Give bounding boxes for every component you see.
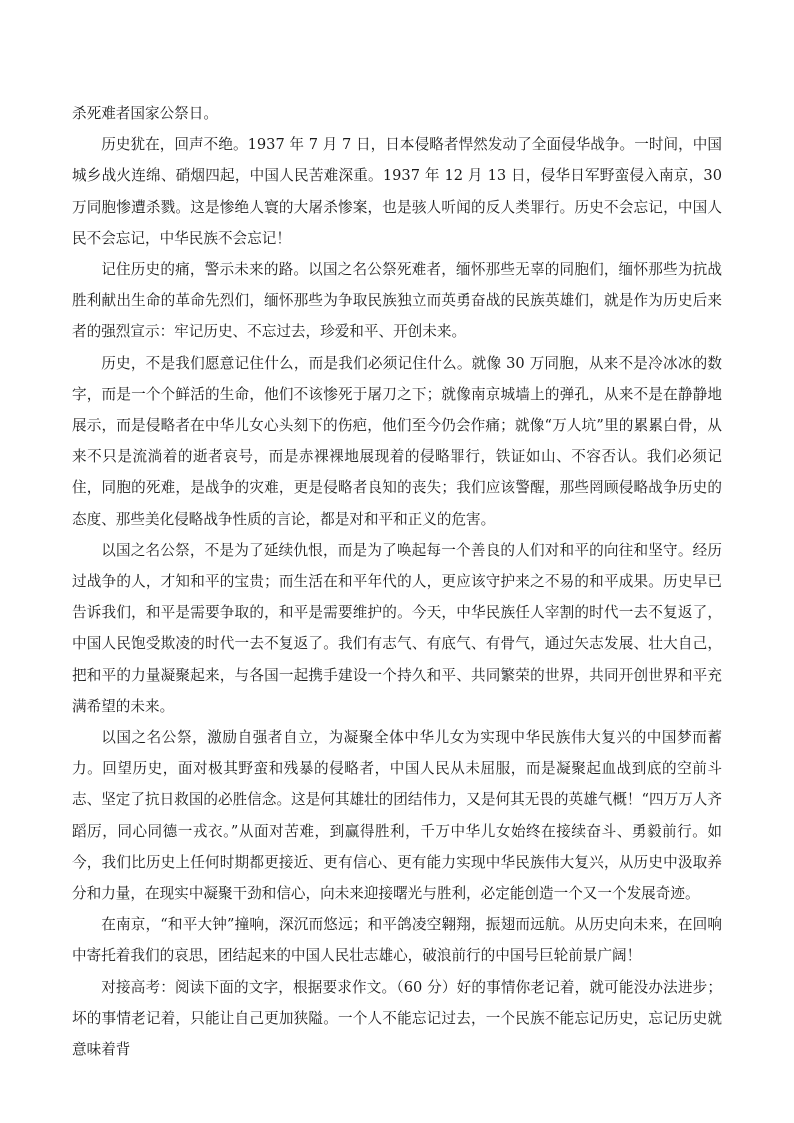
paragraph-continuation: 杀死难者国家公祭日。 xyxy=(72,105,218,122)
paragraph: 在南京，“和平大钟”撞响，深沉而悠远；和平鸽凌空翱翔，振翅而远航。从历史向未来，在回响中寄托着我们的哀思，团结起来的中国人民壮志雄心，破浪前行的中国号巨轮前景广阔！ xyxy=(72,916,722,965)
paragraph: 历史，不是我们愿意记住什么，而是我们必须记住什么。就像 30 万同胞，从来不是冷冰冰的数字，而是一个个鲜活的生命，他们不该惨死于屠刀之下；就像南京城墙上的弹孔，从来不是在静静地展示，而是侵略者在中华儿女心头刻下的伤疤，他们至今仍会作痛；就像“万人坑”里的累累白骨，从来不只是流淌着的逝者哀号，而是赤裸裸地展现着的侵略罪行，铁证如山、不容否认。我们必须记住，同胞的死难，是战争的灾难，更是侵略者良知的丧失；我们应该警醒，那些罔顾侵略战争历史的态度、那些美化侵略战争性质的言论，都是对和平和正义的危害。 xyxy=(72,354,722,528)
paragraph-exam-prompt: 对接高考：阅读下面的文字，根据要求作文。（60 分）好的事情你老记着，就可能没办法进步；坏的事情老记着，只能让自己更加狭隘。一个人不能忘记过去，一个民族不能忘记历史，忘记历史就意味着背 xyxy=(72,978,722,1059)
paragraph: 记住历史的痛，警示未来的路。以国之名公祭死难者，缅怀那些无辜的同胞们，缅怀那些为抗战胜利献出生命的革命先烈们，缅怀那些为争取民族独立而英勇奋战的民族英雄们，就是作为历史后来者的强烈宣示：牢记历史、不忘过去，珍爱和平、开创未来。 xyxy=(72,261,722,341)
paragraph: 历史犹在，回声不绝。1937 年 7 月 7 日，日本侵略者悍然发动了全面侵华战争。一时间，中国城乡战火连绵、硝烟四起，中国人民苦难深重。1937 年 12 月 13 日，侵华日军野蛮侵入南京，30 万同胞惨遭杀戮。这是惨绝人寰的大屠杀惨案，也是骇人听闻的反人类罪行。历史不会忘记，中国人民不会忘记，中华民族不会忘记！ xyxy=(72,136,722,247)
paragraph: 以国之名公祭，激励自强者自立，为凝聚全体中华儿女为实现中华民族伟大复兴的中国梦而蓄力。回望历史，面对极其野蛮和残暴的侵略者，中国人民从未屈服，而是凝聚起血战到底的空前斗志、坚定了抗日救国的必胜信念。这是何其雄壮的团结伟力，又是何其无畏的英雄气概！“四万万人齐蹈厉，同心同德一戎衣。”从面对苦难，到赢得胜利，千万中华儿女始终在接续奋斗、勇毅前行。如今，我们比历史上任何时期都更接近、更有信心、更有能力实现中华民族伟大复兴，从历史中汲取养分和力量，在现实中凝聚干劲和信心，向未来迎接曙光与胜利，必定能创造一个又一个发展奇迹。 xyxy=(72,729,722,903)
paragraph: 以国之名公祭，不是为了延续仇恨，而是为了唤起每一个善良的人们对和平的向往和坚守。经历过战争的人，才知和平的宝贵；而生活在和平年代的人，更应该守护来之不易的和平成果。历史早已告诉我们，和平是需要争取的，和平是需要维护的。今天，中华民族任人宰割的时代一去不复返了，中国人民饱受欺凌的时代一去不复返了。我们有志气、有底气、有骨气，通过矢志发展、壮大自己，把和平的力量凝聚起来，与各国一起携手建设一个持久和平、共同繁荣的世界，共同开创世界和平充满希望的未来。 xyxy=(72,541,722,715)
document-page xyxy=(72,98,722,1065)
